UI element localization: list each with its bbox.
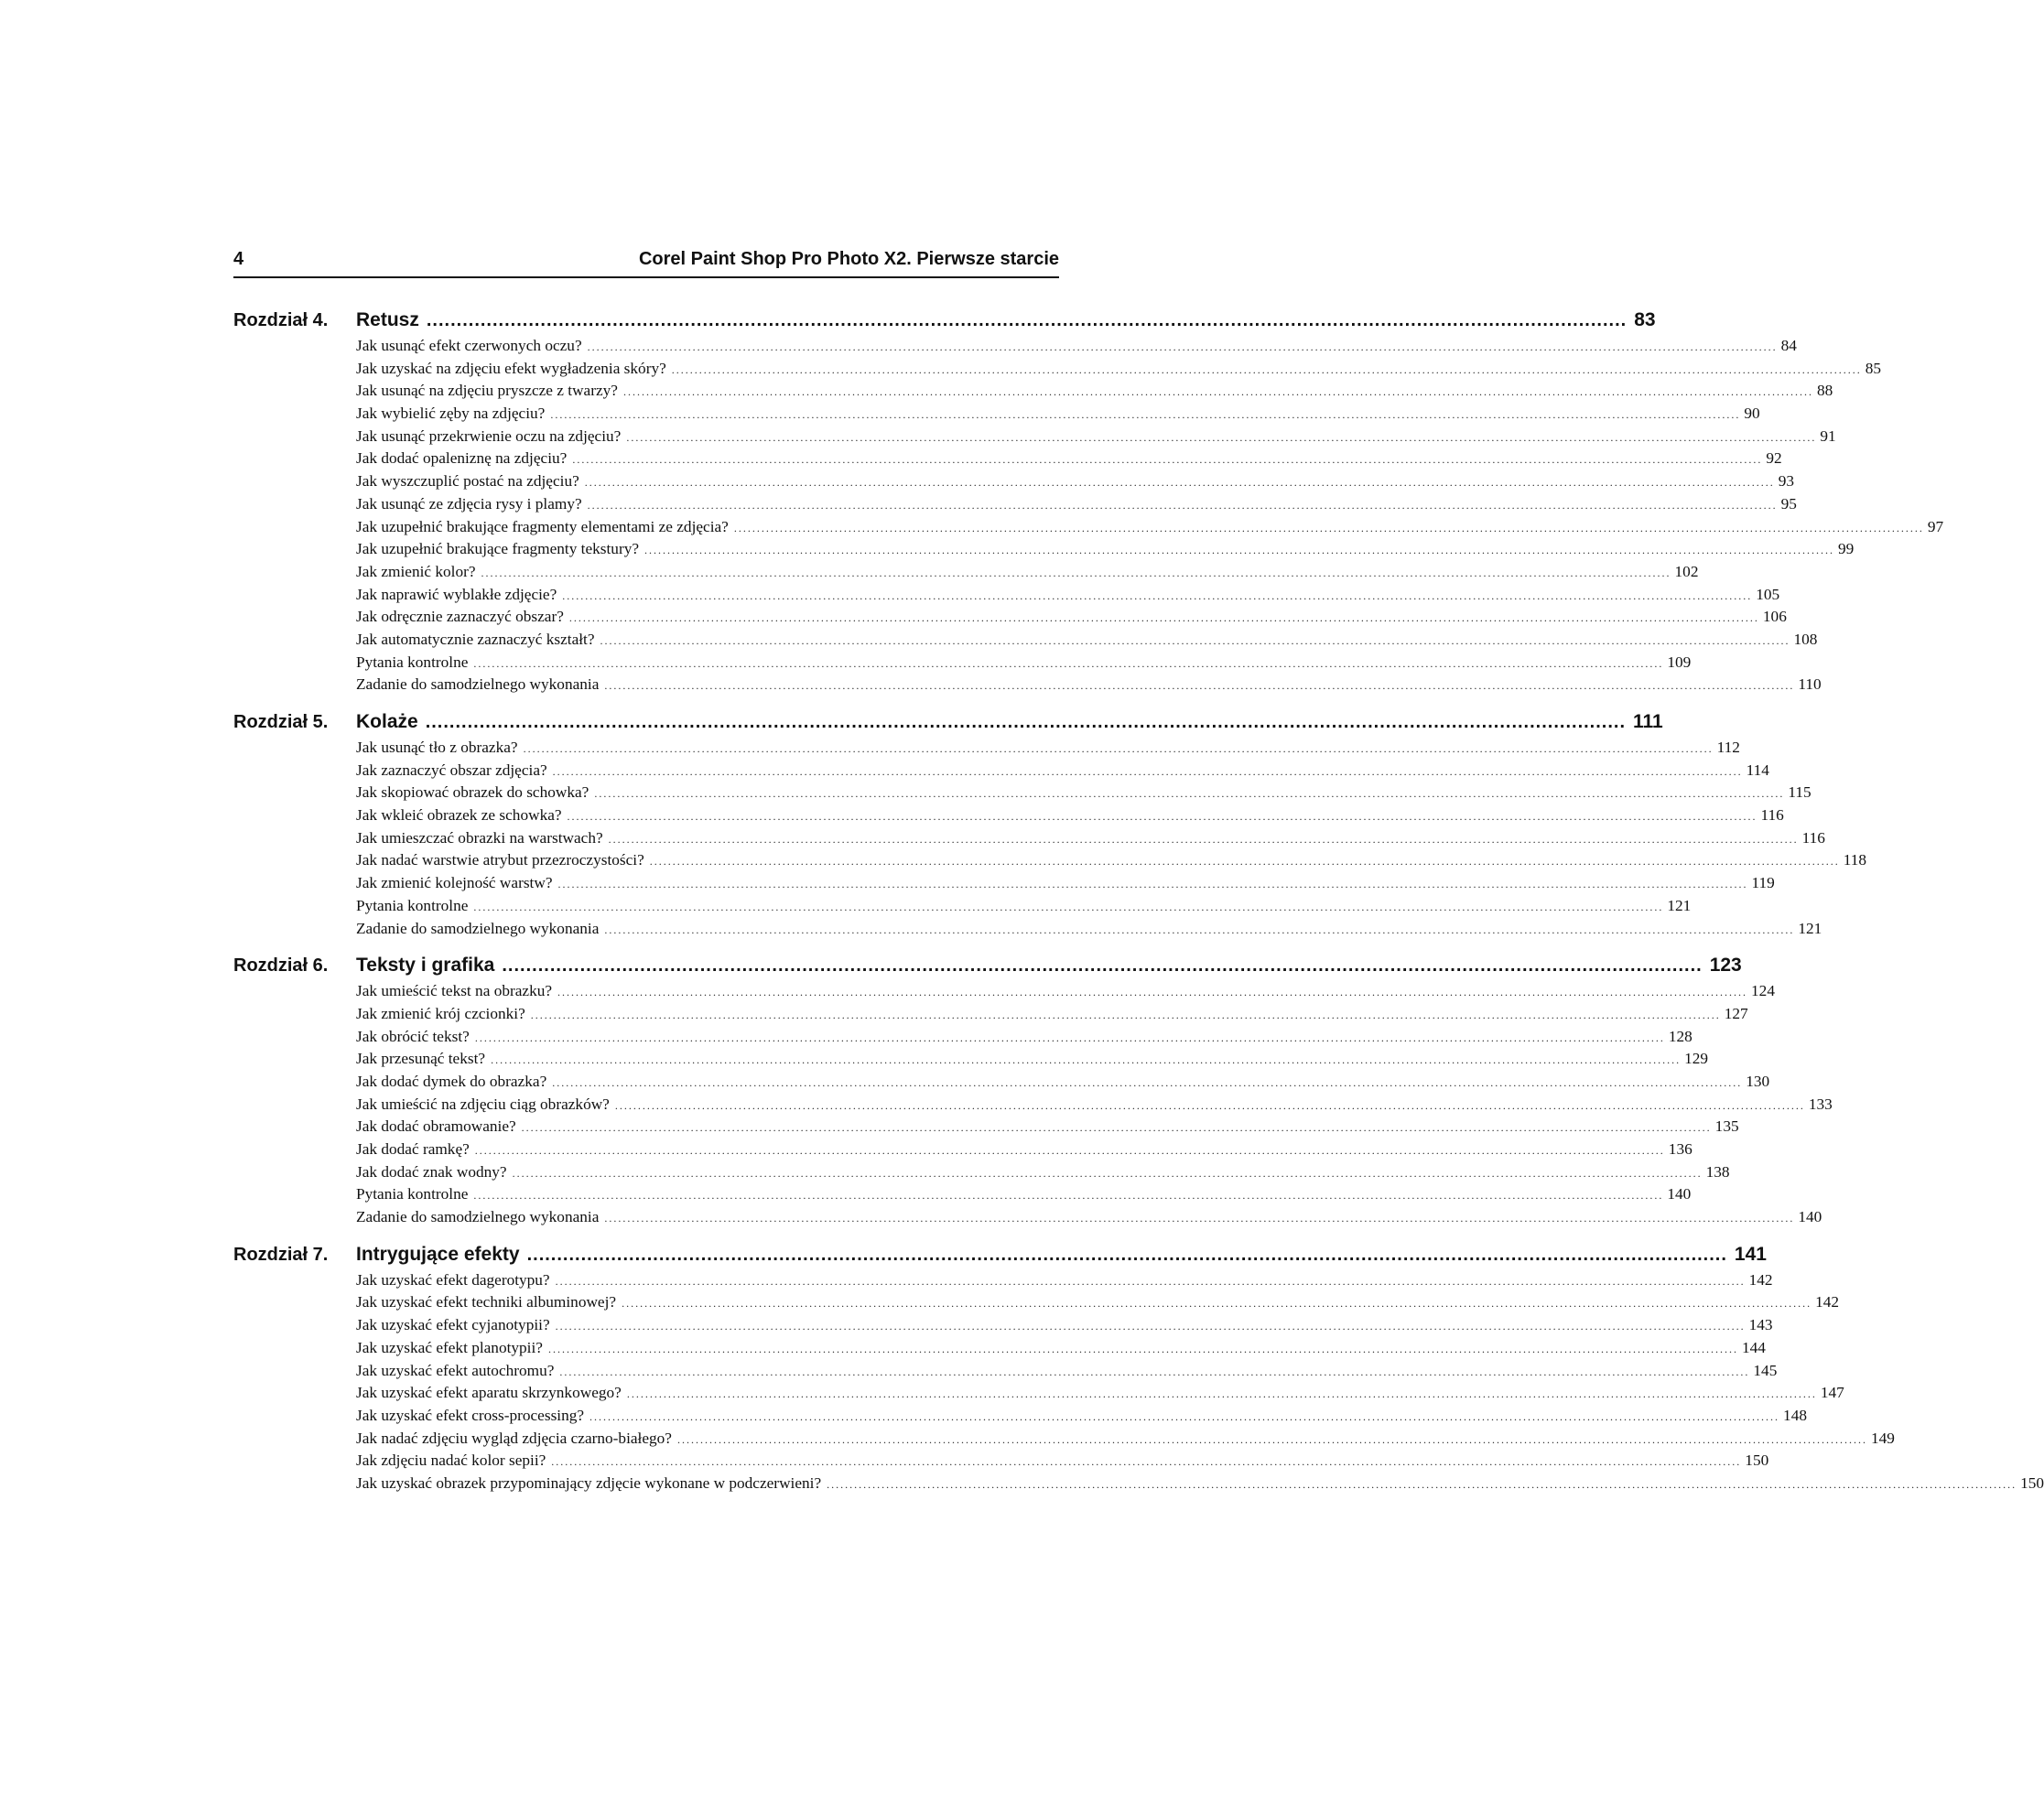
dot-leader: .................................................................................................................................................................................................................................................................... xyxy=(600,633,1790,647)
dot-leader: .................................................................................................................................................................................................................................................................... xyxy=(552,1075,1743,1089)
entry-title: Jak dodać ramkę? xyxy=(356,1140,470,1158)
chapter-page-number: 83 xyxy=(1634,309,1656,330)
dot-leader: .................................................................................................................................................................................................................................................................... xyxy=(547,1342,1738,1355)
toc-entry xyxy=(356,405,1760,427)
toc-entry xyxy=(356,1384,1844,1407)
entry-page-number: 147 xyxy=(1820,1384,1844,1402)
entry-title: Jak usunąć efekt czerwonych oczu? xyxy=(356,337,582,354)
entry-title: Jak umieszczać obrazki na warstwach? xyxy=(356,828,603,847)
toc-entry xyxy=(356,1361,1778,1385)
chapter-heading xyxy=(233,1243,1767,1271)
entry-title: Zadanie do samodzielnego wykonania xyxy=(356,919,600,937)
toc-entry xyxy=(356,675,1822,698)
entry-title: Jak uzyskać obrazek przypominający zdjęcie wykonane w podczerwieni? xyxy=(356,1473,822,1492)
entry-page-number: 106 xyxy=(1762,608,1787,626)
toc-entry xyxy=(356,494,1797,518)
dot-leader: .................................................................................................................................................................................................................................................................... xyxy=(622,385,1813,399)
toc-entry xyxy=(356,1293,1839,1316)
entry-page-number: 88 xyxy=(1816,382,1833,400)
entry-title: Jak uzyskać efekt techniki albuminowej? xyxy=(356,1293,617,1311)
toc-entry xyxy=(356,585,1780,609)
dot-leader: .................................................................................................................................................................................................................................................................... xyxy=(572,453,1763,467)
toc-entry xyxy=(356,1072,1770,1095)
entry-page-number: 127 xyxy=(1724,1004,1748,1022)
dot-leader: .................................................................................................................................................................................................................................................................... xyxy=(523,742,1714,755)
dot-leader: .................................................................................................................................................................................................................................................................... xyxy=(473,900,1664,913)
entry-page-number: 97 xyxy=(1927,517,1944,535)
dot-leader: .................................................................................................................................................................................................................................................................... xyxy=(626,430,1817,444)
chapter-page-number: 123 xyxy=(1709,955,1742,977)
page-header xyxy=(233,247,1059,278)
chapter-label: Rozdział 5. xyxy=(233,712,329,732)
entry-page-number: 102 xyxy=(1674,562,1699,580)
page-number: 4 xyxy=(233,249,244,269)
toc-entry xyxy=(356,1117,1739,1140)
entry-page-number: 121 xyxy=(1798,919,1822,937)
dot-leader: .................................................................................................................................................................................................................................................................... xyxy=(676,1432,1867,1446)
dot-leader: .................................................................................................................................................................................................................................................................... xyxy=(589,1409,1780,1423)
entry-page-number: 148 xyxy=(1783,1406,1807,1424)
toc-entry xyxy=(356,1004,1748,1028)
entry-title: Pytania kontrolne xyxy=(356,653,469,671)
entry-title: Jak dodać dymek do obrazka? xyxy=(356,1072,547,1090)
toc-entry xyxy=(356,1473,2044,1497)
dot-leader: .................................................................................................................................................................................................................................................................... xyxy=(644,544,1835,557)
toc-entry xyxy=(356,382,1833,405)
dot-leader: .................................................................................................................................................................................................................................................................... xyxy=(559,1365,1750,1378)
dot-leader: .................................................................................................................................................................................................................................................................... xyxy=(552,764,1743,778)
entry-page-number: 142 xyxy=(1748,1270,1773,1289)
entry-page-number: 124 xyxy=(1751,982,1775,1000)
toc-entry xyxy=(356,1316,1773,1339)
chapter-section xyxy=(233,711,1867,942)
entry-title: Jak odręcznie zaznaczyć obszar? xyxy=(356,608,564,626)
toc-entry xyxy=(356,1429,1895,1452)
entry-title: Jak skopiować obrazek do schowka? xyxy=(356,783,589,802)
entry-title: Jak uzyskać na zdjęciu efekt wygładzenia skóry? xyxy=(356,359,666,377)
entry-title: Pytania kontrolne xyxy=(356,896,469,914)
chapter-section xyxy=(233,1243,2044,1497)
chapter-title: Retusz xyxy=(356,309,419,330)
entry-title: Jak usunąć przekrwienie oczu na zdjęciu? xyxy=(356,426,622,445)
entry-page-number: 114 xyxy=(1746,761,1769,779)
toc-entry xyxy=(356,449,1782,472)
entry-title: Jak zmienić kolor? xyxy=(356,562,476,580)
dot-leader: .................................................................................................................................................................................................................................................................... xyxy=(521,1121,1712,1135)
toc-entry xyxy=(356,1185,1692,1208)
chapter-title: Kolaże xyxy=(356,711,418,732)
entry-page-number: 140 xyxy=(1798,1208,1822,1226)
toc-entry xyxy=(356,562,1699,586)
chapter-label: Rozdział 6. xyxy=(233,955,329,977)
dot-leader: .................................................................................................................................................................................................................................................................... xyxy=(584,476,1775,490)
toc-entry xyxy=(356,472,1795,495)
toc-entry xyxy=(356,851,1867,874)
dot-leader: .................................................................................................................................................................................................................................................................... xyxy=(594,787,1785,801)
entry-title: Jak dodać znak wodny? xyxy=(356,1162,507,1181)
dot-leader: .................................................................................................................................................................................................................................................................... xyxy=(550,408,1741,422)
entry-page-number: 135 xyxy=(1714,1117,1739,1136)
dot-leader: .................................................................................................................................................................................................................................................................... xyxy=(473,1189,1664,1203)
entry-page-number: 118 xyxy=(1843,851,1867,869)
entry-title: Zadanie do samodzielnego wykonania xyxy=(356,675,600,694)
dot-leader: .................................................................................................................................................................................................................................................................... xyxy=(827,1477,2017,1491)
dot-leader: .................................................................................................................................................................................................................................................................... xyxy=(649,855,1840,869)
dot-leader: .................................................................................................................................................................................................................................................................... xyxy=(491,1053,1682,1067)
toc-entry xyxy=(356,919,1822,943)
entry-page-number: 144 xyxy=(1741,1338,1766,1356)
toc-entry xyxy=(356,874,1775,897)
dot-leader: ........................................................................................................................................................................................................ xyxy=(526,1244,1727,1265)
chapter-heading xyxy=(233,955,1742,982)
dot-leader: .................................................................................................................................................................................................................................................................... xyxy=(474,1144,1665,1157)
chapter-section xyxy=(233,955,1833,1231)
toc-entry xyxy=(356,982,1775,1005)
dot-leader: .................................................................................................................................................................................................................................................................... xyxy=(557,986,1748,999)
toc-entry xyxy=(356,1140,1693,1163)
toc-entry xyxy=(356,1162,1730,1186)
dot-leader: .................................................................................................................................................................................................................................................................... xyxy=(557,878,1748,891)
toc-entry xyxy=(356,1027,1693,1051)
entry-title: Jak uzyskać efekt dagerotypu? xyxy=(356,1270,550,1289)
toc-entry xyxy=(356,540,1855,563)
entry-page-number: 149 xyxy=(1870,1429,1895,1447)
entry-page-number: 143 xyxy=(1748,1316,1773,1334)
entry-title: Jak wybielić zęby na zdjęciu? xyxy=(356,405,546,423)
entry-page-number: 112 xyxy=(1716,739,1740,756)
dot-leader: ........................................................................................................................................................................................................ xyxy=(426,310,1628,330)
entry-title: Jak uzyskać efekt aparatu skrzynkowego? xyxy=(356,1384,622,1402)
dot-leader: .................................................................................................................................................................................................................................................................... xyxy=(530,1008,1721,1021)
entry-page-number: 116 xyxy=(1801,828,1825,847)
entry-title: Jak obrócić tekst? xyxy=(356,1027,470,1045)
entry-list xyxy=(356,337,1944,698)
entry-title: Jak uzupełnić brakujące fragmenty elementami ze zdjęcia? xyxy=(356,517,729,535)
dot-leader: .................................................................................................................................................................................................................................................................... xyxy=(604,923,1795,936)
entry-page-number: 150 xyxy=(2020,1473,2044,1492)
entry-page-number: 92 xyxy=(1766,449,1782,468)
entry-page-number: 121 xyxy=(1667,896,1692,914)
entry-title: Pytania kontrolne xyxy=(356,1185,469,1203)
entry-title: Jak uzyskać efekt cyjanotypii? xyxy=(356,1316,550,1334)
dot-leader: .................................................................................................................................................................................................................................................................... xyxy=(626,1387,1817,1401)
entry-title: Jak umieścić na zdjęciu ciąg obrazków? xyxy=(356,1095,610,1113)
entry-list xyxy=(356,1270,2044,1497)
dot-leader: .................................................................................................................................................................................................................................................................... xyxy=(604,679,1795,693)
dot-leader: .................................................................................................................................................................................................................................................................... xyxy=(608,832,1799,846)
dot-leader: .................................................................................................................................................................................................................................................................... xyxy=(555,1274,1746,1288)
entry-title: Jak umieścić tekst na obrazku? xyxy=(356,982,553,1000)
entry-page-number: 90 xyxy=(1744,405,1760,423)
entry-title: Jak wkleić obrazek ze schowka? xyxy=(356,806,562,825)
dot-leader: .................................................................................................................................................................................................................................................................... xyxy=(512,1166,1703,1180)
entry-title: Jak zaznaczyć obszar zdjęcia? xyxy=(356,761,547,779)
dot-leader: .................................................................................................................................................................................................................................................................... xyxy=(587,340,1778,353)
chapter-heading xyxy=(233,309,1656,337)
entry-title: Zadanie do samodzielnego wykonania xyxy=(356,1208,600,1226)
entry-title: Jak usunąć ze zdjęcia rysy i plamy? xyxy=(356,494,582,513)
dot-leader: .................................................................................................................................................................................................................................................................... xyxy=(562,588,1753,602)
entry-page-number: 93 xyxy=(1778,472,1795,491)
entry-list xyxy=(356,982,1833,1231)
entry-page-number: 109 xyxy=(1667,653,1692,671)
toc-entry xyxy=(356,1451,1769,1474)
entry-title: Jak automatycznie zaznaczyć kształt? xyxy=(356,630,595,648)
entry-title: Jak zmienić krój czcionki? xyxy=(356,1004,525,1022)
entry-page-number: 129 xyxy=(1684,1050,1708,1068)
chapter-title: Teksty i grafika xyxy=(356,955,495,977)
toc-entry xyxy=(356,426,1836,450)
toc-entry xyxy=(356,1338,1766,1362)
entry-title: Jak dodać opaleniznę na zdjęciu? xyxy=(356,449,568,468)
entry-page-number: 108 xyxy=(1793,630,1818,648)
running-title: Corel Paint Shop Pro Photo X2. Pierwsze starcie xyxy=(638,249,1059,269)
entry-page-number: 99 xyxy=(1838,540,1855,558)
toc-entry xyxy=(356,630,1818,653)
toc-entry xyxy=(356,1050,1708,1073)
entry-title: Jak przesunąć tekst? xyxy=(356,1050,486,1068)
entry-page-number: 138 xyxy=(1705,1162,1730,1181)
toc-entry xyxy=(356,517,1944,541)
entry-page-number: 110 xyxy=(1798,675,1822,694)
entry-page-number: 128 xyxy=(1668,1027,1693,1045)
entry-page-number: 150 xyxy=(1745,1451,1769,1470)
entry-title: Jak uzyskać efekt cross-processing? xyxy=(356,1406,585,1424)
entry-page-number: 142 xyxy=(1815,1293,1839,1311)
entry-title: Jak dodać obramowanie? xyxy=(356,1117,516,1136)
toc-entry xyxy=(356,783,1811,806)
entry-title: Jak uzyskać efekt autochromu? xyxy=(356,1361,555,1379)
toc-entry xyxy=(356,1208,1822,1231)
entry-title: Jak uzupełnić brakujące fragmenty tekstury? xyxy=(356,540,640,558)
table-of-contents xyxy=(233,309,2044,1510)
chapter-page-number: 111 xyxy=(1633,711,1663,732)
toc-entry xyxy=(356,1406,1807,1430)
entry-page-number: 91 xyxy=(1820,426,1836,445)
dot-leader: .................................................................................................................................................................................................................................................................... xyxy=(474,1031,1665,1044)
entry-page-number: 136 xyxy=(1668,1140,1693,1158)
dot-leader: .................................................................................................................................................................................................................................................................... xyxy=(604,1212,1795,1225)
dot-leader: .................................................................................................................................................................................................................................................................... xyxy=(568,611,1759,625)
entry-page-number: 145 xyxy=(1753,1361,1778,1379)
toc-entry xyxy=(356,653,1692,676)
dot-leader: .................................................................................................................................................................................................................................................................... xyxy=(473,656,1664,670)
chapter-label: Rozdział 4. xyxy=(233,310,329,330)
dot-leader: .................................................................................................................................................................................................................................................................... xyxy=(481,566,1671,579)
entry-title: Jak zmienić kolejność warstw? xyxy=(356,874,553,892)
dot-leader: ........................................................................................................................................................................................................ xyxy=(425,712,1627,732)
entry-title: Jak uzyskać efekt planotypii? xyxy=(356,1338,543,1356)
toc-entry xyxy=(356,739,1740,761)
entry-list xyxy=(356,739,1867,942)
dot-leader: .................................................................................................................................................................................................................................................................... xyxy=(567,810,1757,824)
entry-title: Jak usunąć tło z obrazka? xyxy=(356,739,518,756)
chapter-section xyxy=(233,309,1944,698)
entry-page-number: 105 xyxy=(1756,585,1780,603)
entry-page-number: 130 xyxy=(1746,1072,1770,1090)
entry-page-number: 84 xyxy=(1780,337,1797,354)
entry-page-number: 85 xyxy=(1865,359,1882,377)
dot-leader: .................................................................................................................................................................................................................................................................... xyxy=(555,1320,1746,1333)
toc-entry xyxy=(356,1270,1773,1294)
entry-title: Jak naprawić wyblakłe zdjęcie? xyxy=(356,585,557,603)
toc-entry xyxy=(356,359,1882,383)
dot-leader: .................................................................................................................................................................................................................................................................... xyxy=(587,498,1778,512)
entry-title: Jak usunąć na zdjęciu pryszcze z twarzy? xyxy=(356,382,618,400)
chapter-label: Rozdział 7. xyxy=(233,1244,329,1265)
dot-leader: .................................................................................................................................................................................................................................................................... xyxy=(551,1455,1742,1469)
entry-title: Jak nadać warstwie atrybut przezroczystości? xyxy=(356,851,644,869)
entry-title: Jak nadać zdjęciu wygląd zdjęcia czarno-białego? xyxy=(356,1429,672,1447)
entry-title: Jak wyszczuplić postać na zdjęciu? xyxy=(356,472,579,491)
dot-leader: .................................................................................................................................................................................................................................................................... xyxy=(614,1098,1805,1112)
entry-page-number: 140 xyxy=(1667,1185,1692,1203)
toc-entry xyxy=(356,896,1692,920)
dot-leader: ........................................................................................................................................................................................................ xyxy=(502,955,1703,977)
dot-leader: .................................................................................................................................................................................................................................................................... xyxy=(671,362,1862,376)
toc-entry xyxy=(356,1095,1833,1118)
chapter-title: Intrygujące efekty xyxy=(356,1243,520,1265)
toc-entry xyxy=(356,828,1825,852)
toc-entry xyxy=(356,806,1784,829)
chapter-heading xyxy=(233,711,1663,739)
entry-title: Jak zdjęciu nadać kolor sepii? xyxy=(356,1451,546,1470)
toc-entry xyxy=(356,608,1787,631)
toc-entry xyxy=(356,337,1797,360)
toc-entry xyxy=(356,761,1769,784)
entry-page-number: 116 xyxy=(1760,806,1784,825)
chapter-page-number: 141 xyxy=(1734,1243,1767,1265)
dot-leader: .................................................................................................................................................................................................................................................................... xyxy=(622,1297,1812,1311)
entry-page-number: 133 xyxy=(1808,1095,1833,1113)
dot-leader: .................................................................................................................................................................................................................................................................... xyxy=(733,521,1924,534)
entry-page-number: 115 xyxy=(1788,783,1811,802)
entry-page-number: 95 xyxy=(1780,494,1797,513)
entry-page-number: 119 xyxy=(1751,874,1775,892)
